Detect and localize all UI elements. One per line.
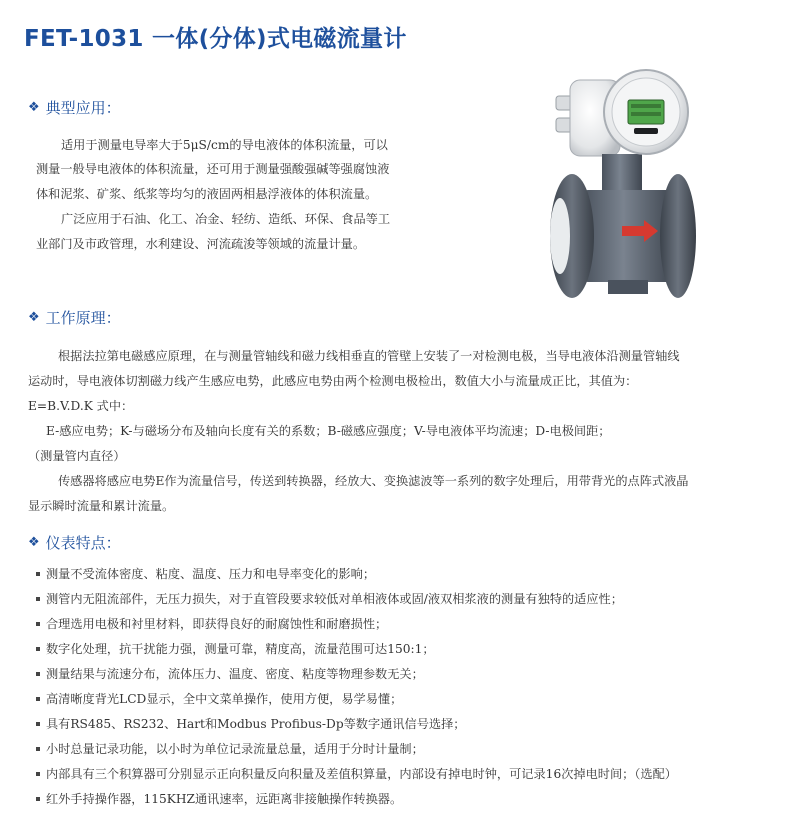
electromagnetic-flowmeter-photo — [548, 66, 698, 316]
square-bullet-icon — [36, 697, 40, 701]
section-heading-features — [28, 532, 121, 553]
feature-item: 数字化处理，抗干扰能力强，测量可靠，精度高，流量范围可达150:1； — [36, 640, 435, 657]
square-bullet-icon — [36, 797, 40, 801]
applications-line-5: 业部门及市政管理，水利建设、河流疏浚等领域的流量计量。 — [36, 237, 366, 251]
feature-item: 小时总量记录功能，以小时为单位记录流量总量，适用于分时计量制； — [36, 740, 424, 757]
square-bullet-icon — [36, 597, 40, 601]
applications-line-4: 广泛应用于石油、化工、冶金、轻纺、造纸、环保、食品等工 — [61, 212, 391, 226]
feature-item: 高清晰度背光LCD显示，全中文菜单操作，使用方便，易学易懂； — [36, 690, 402, 707]
diamond-bullet-icon: ❖ — [28, 535, 40, 550]
feature-item: 测管内无阻流部件，无压力损失，对于直管段要求较低对单相液体或固/液双相浆液的测量有独特的适应性； — [36, 590, 623, 607]
section-heading-principle — [28, 307, 121, 328]
page-title: FET-1031 一体(分体)式电磁流量计 — [24, 26, 407, 52]
principle-line-6: 传感器将感应电势E作为流量信号，传送到转换器，经放大、变换滤波等一系列的数字处理后，用带背光的点阵式液晶 — [58, 474, 689, 488]
square-bullet-icon — [36, 772, 40, 776]
applications-line-2: 测量一般导电液体的体积流量，还可用于测量强酸强碱等强腐蚀液 — [36, 162, 390, 176]
principle-line-7: 显示瞬时流量和累计流量。 — [28, 499, 175, 513]
principle-line-5: （测量管内直径） — [28, 449, 126, 463]
square-bullet-icon — [36, 722, 40, 726]
principle-line-4: E-感应电势；K-与磁场分布及轴向长度有关的系数；B-磁感应强度；V-导电液体平均流速；D-电极间距； — [46, 424, 611, 438]
diamond-bullet-icon: ❖ — [28, 310, 40, 325]
section-heading-label: 典型应用： — [45, 99, 121, 117]
feature-item: 红外手持操作器，115KHZ通讯速率，远距离非接触操作转换器。 — [36, 790, 402, 807]
square-bullet-icon — [36, 622, 40, 626]
section-heading-label: 工作原理： — [45, 309, 121, 327]
principle-line-1: 根据法拉第电磁感应原理，在与测量管轴线和磁力线相垂直的管壁上安装了一对检测电极，当导电液体沿测量管轴线 — [58, 349, 680, 363]
feature-item: 合理选用电极和衬里材料，即获得良好的耐腐蚀性和耐磨损性； — [36, 615, 387, 632]
diamond-bullet-icon: ❖ — [28, 100, 40, 115]
section-heading-applications — [28, 97, 121, 118]
square-bullet-icon — [36, 572, 40, 576]
applications-line-1: 适用于测量电导率大于5μS/cm的导电液体的体积流量，可以 — [61, 138, 388, 152]
square-bullet-icon — [36, 672, 40, 676]
square-bullet-icon — [36, 747, 40, 751]
feature-item: 具有RS485、RS232、Hart和Modbus Profibus-Dp等数字通讯信号选择； — [36, 715, 466, 732]
feature-item: 测量结果与流速分布，流体压力、温度、密度、粘度等物理参数无关； — [36, 665, 424, 682]
feature-item: 内部具有三个积算器可分别显示正向积量反向积量及差值积算量，内部设有掉电时钟，可记录16次掉电时间；（选配） — [36, 765, 677, 782]
applications-line-3: 体和泥浆、矿浆、纸浆等均匀的液固两相悬浮液体的体积流量。 — [36, 187, 378, 201]
section-heading-label: 仪表特点： — [45, 534, 121, 552]
principle-line-2: 运动时，导电液体切割磁力线产生感应电势，此感应电势由两个检测电极检出，数值大小与流量成正比，其值为： — [28, 374, 638, 388]
square-bullet-icon — [36, 647, 40, 651]
feature-item: 测量不受流体密度、粘度、温度、压力和电导率变化的影响； — [36, 565, 375, 582]
principle-line-3: E=B.V.D.K 式中： — [28, 399, 134, 413]
